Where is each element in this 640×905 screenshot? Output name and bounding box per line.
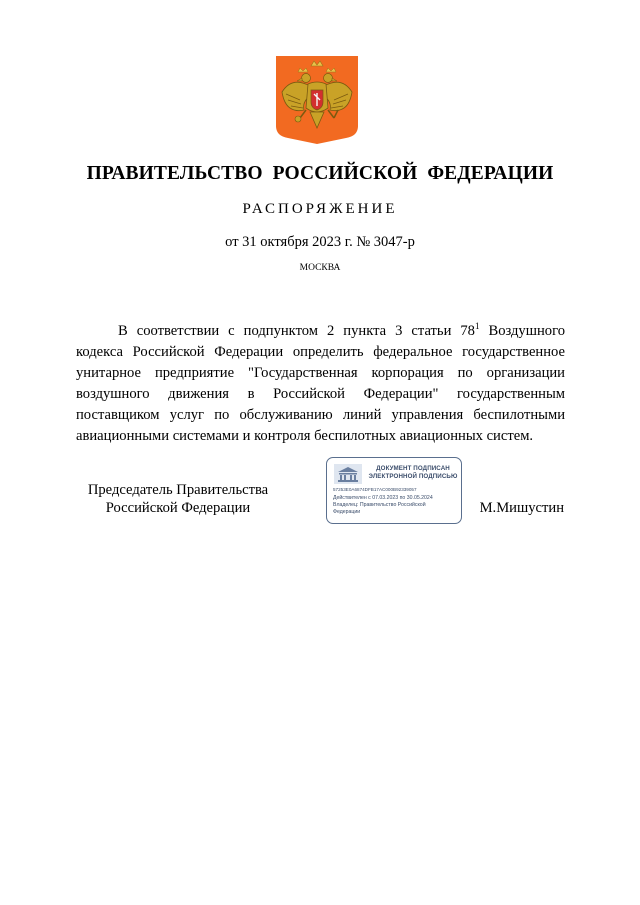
signer-name: М.Мишустин [479, 500, 564, 516]
signer-position-line1: Председатель Правительства [87, 482, 269, 498]
electronic-signature-stamp [326, 457, 462, 524]
stamp-heading [367, 465, 459, 481]
signer-position-line2: Российской Федерации [105, 500, 251, 516]
order-text [76, 321, 565, 448]
order-text-part1: В соответствии с подпунктом 2 пункта 3 статьи 78 [118, 323, 475, 339]
document-date-number: от 31 октября 2023 г. № 3047-р [225, 234, 415, 250]
coat-of-arms-icon [276, 56, 358, 144]
stamp-heading-line1: ДОКУМЕНТ ПОДПИСАН [376, 465, 450, 472]
signer-position [68, 481, 288, 517]
article-superscript: 1 [474, 321, 480, 331]
certificate-owner: Владелец: Правительство Российской Федерации [333, 502, 426, 515]
document-type: РАСПОРЯЖЕНИЕ [242, 201, 398, 217]
order-text-part2: Воздушного кодекса Российской Федерации определить федеральное государственное унитарное предприятие "Государственная корпорация по организации воздушного движения в Российской Федерации" государственным поставщиком услуг по обслуживанию линий управления беспилотными авиационными системами и контроля беспилотных авиационных систем. [76, 323, 565, 445]
stamp-heading-line2: ЭЛЕКТРОННОЙ ПОДПИСЬЮ [368, 473, 458, 480]
issue-city: МОСКВА [299, 263, 341, 273]
certificate-validity: Действителен с 07.03.2023 по 30.05.2024 [333, 495, 433, 501]
certificate-serial: 57253E0A6874DFB17AC000B92339057 [333, 487, 417, 492]
government-building-icon [334, 464, 362, 484]
issuer-title: ПРАВИТЕЛЬСТВО РОССИЙСКОЙ ФЕДЕРАЦИИ [86, 163, 554, 184]
